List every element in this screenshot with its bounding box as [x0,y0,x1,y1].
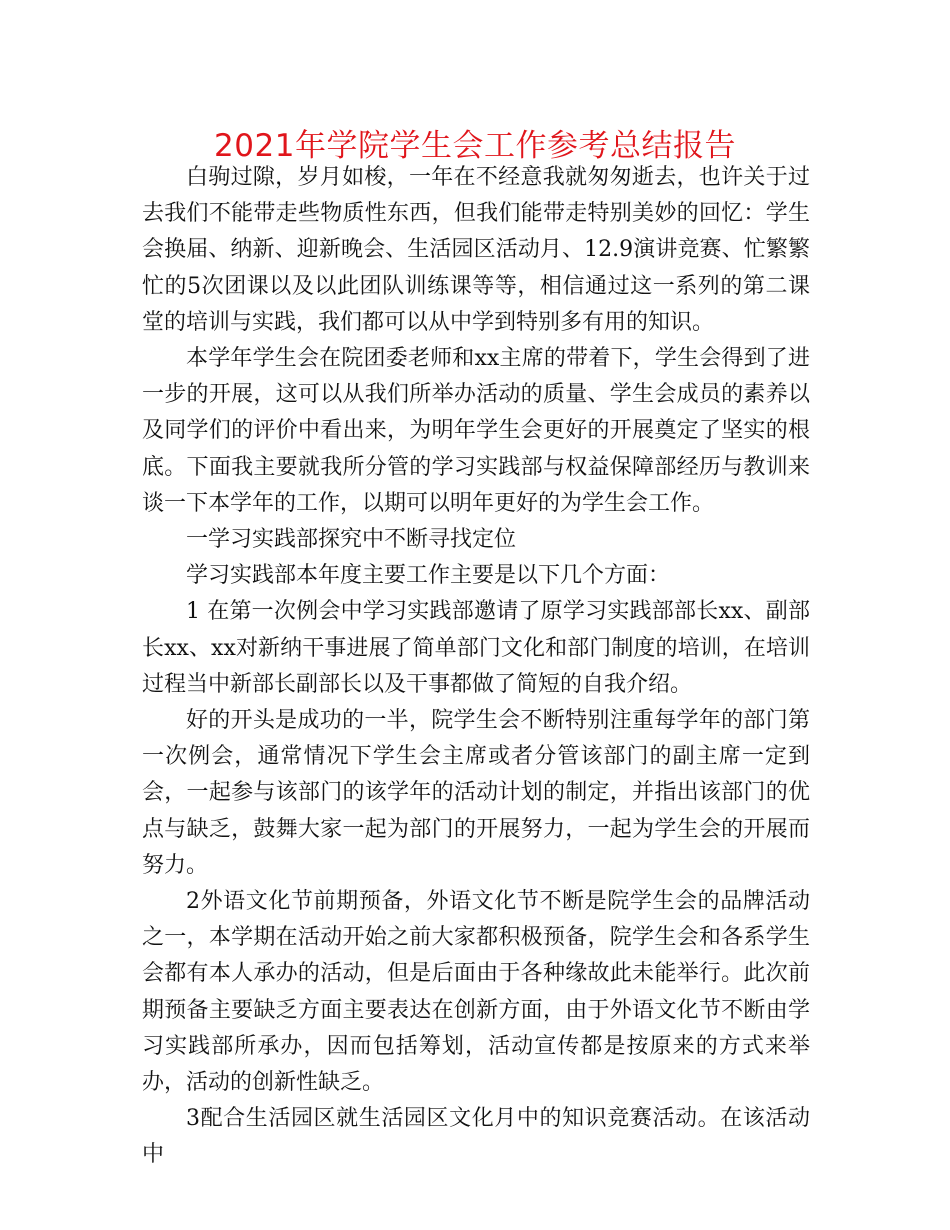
section-heading-study-practice: 一学习实践部探究中不断寻找定位 [186,527,517,553]
paragraph-overview: 本学年学生会在院团委老师和xx主席的带着下，学生会得到了进一步的开展，这可以从我们所举办活动的质量、学生会成员的素养以及同学们的评价中看出来，为明年学生会更好的开展奠定了坚实的根底。下面我主要就我所分管的学习实践部与权益保障部经历与教训来谈一下本学年的工作，以期可以明年更好的为学生会工作。 [142,346,810,516]
document-title: 2021年学院学生会工作参考总结报告 [214,128,736,164]
document-body [142,160,810,1174]
paragraph-good-start: 好的开头是成功的一半，院学生会不断特别注重每学年的部门第一次例会，通常情况下学生会主席或者分管该部门的副主席一定到会，一起参与该部门的该学年的活动计划的制定，并指出该部门的优点与缺乏，鼓舞大家一起为部门的开展努力，一起为学生会的开展而努力。 [142,708,810,878]
paragraph-item-2: 2外语文化节前期预备，外语文化节不断是院学生会的品牌活动之一，本学期在活动开始之前大家都积极预备，院学生会和各系学生会都有本人承办的活动，但是后面由于各种缘故此未能举行。此次前期预备主要缺乏方面主要表达在创新方面，由于外语文化节不断由学习实践部所承办，因而包括筹划，活动宣传都是按原来的方式来举办，活动的创新性缺乏。 [142,889,810,1096]
paragraph-work-list-intro: 学习实践部本年度主要工作主要是以下几个方面： [186,563,671,589]
paragraph-intro: 白驹过隙，岁月如梭，一年在不经意我就匆匆逝去，也许关于过去我们不能带走些物质性东西，但我们能带走特别美妙的回忆：学生会换届、纳新、迎新晚会、生活园区活动月、12.9演讲竞赛、忙繁繁忙的5次团课以及以此团队训练课等等，相信通过这一系列的第二课堂的培训与实践，我们都可以从中学到特别多有用的知识。 [142,165,810,335]
paragraph-item-1: 1 在第一次例会中学习实践部邀请了原学习实践部部长xx、副部长xx、xx对新纳干事进展了简单部门文化和部门制度的培训，在培训过程当中新部长副部长以及干事都做了简短的自我介绍。 [142,599,810,697]
paragraph-item-3: 3配合生活园区就生活园区文化月中的知识竞赛活动。在该活动中 [142,1106,810,1168]
